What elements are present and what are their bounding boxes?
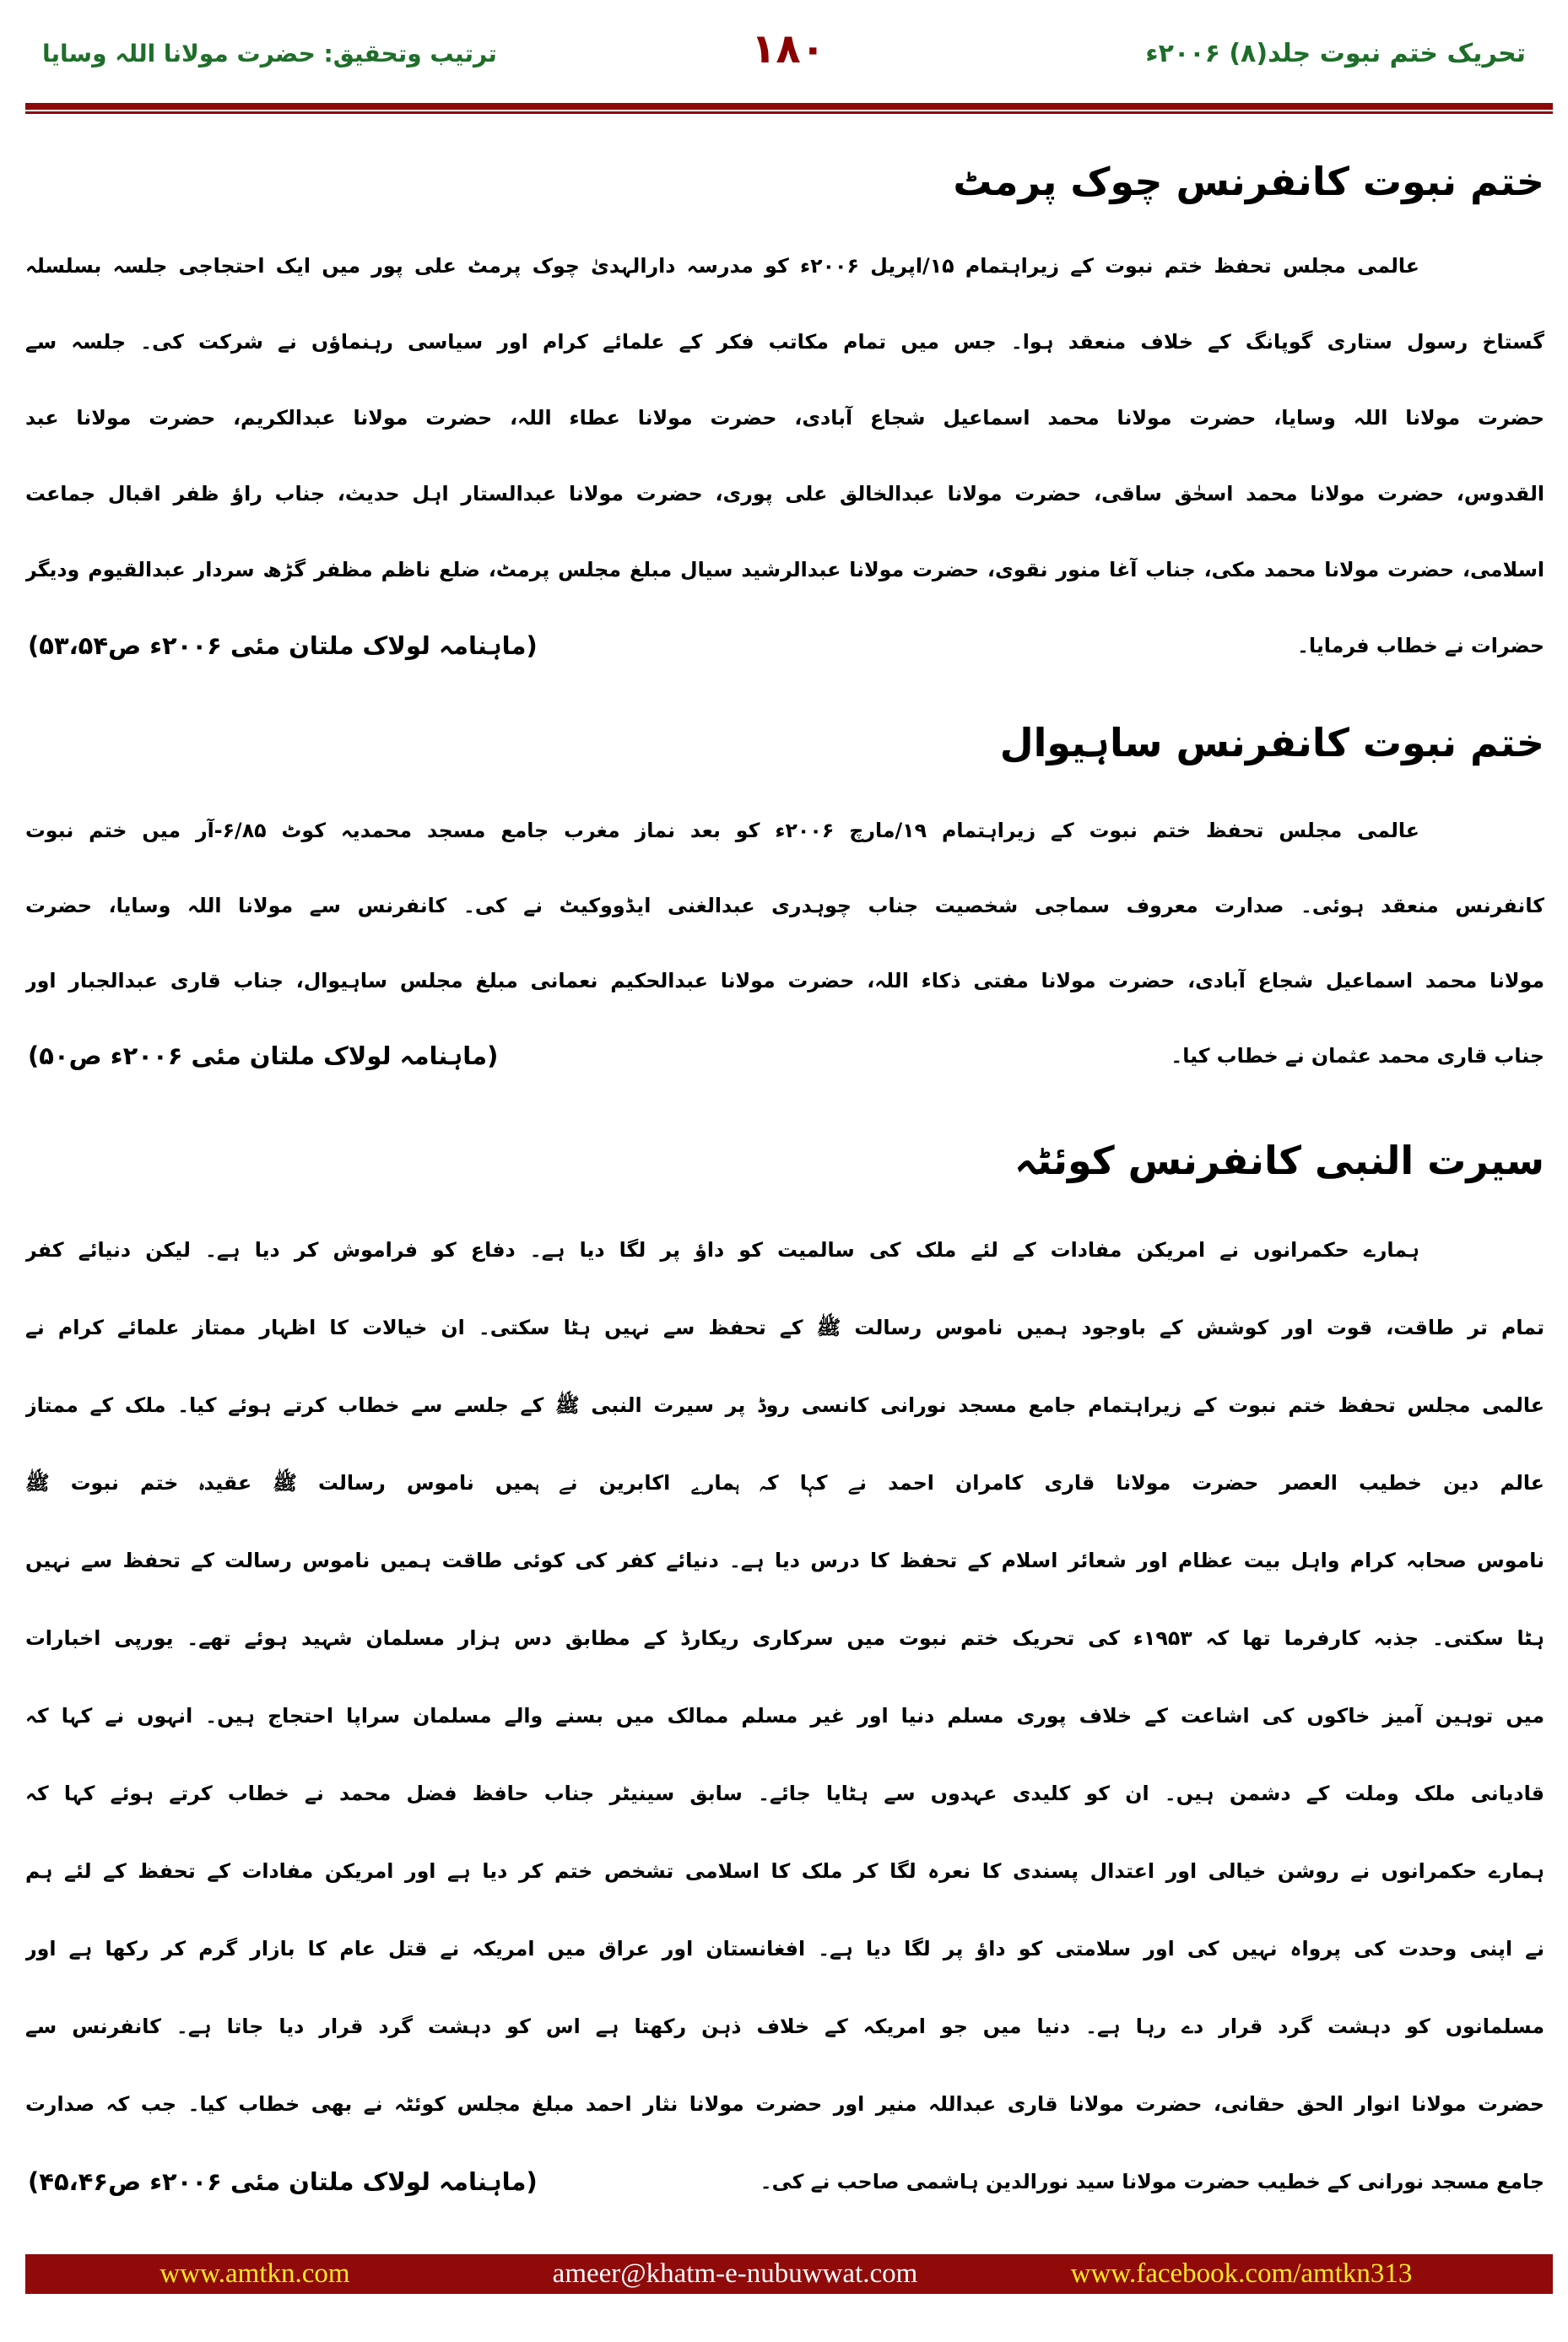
source-citation: (ماہنامہ لولاک ملتان مئی ۲۰۰۶ء ص۵۰) [28, 1041, 499, 1070]
paragraph-line: ہمارے حکمرانوں نے روشن خیالی اور اعتدال پسندی کا نعرہ لگا کر ملک کا اسلامی تشخص ختم کر دیا ہے اور امریکن مفادات کے تحفظ کے لئے ہم [25, 1859, 1544, 1883]
paragraph-line: عالمی مجلس تحفظ ختم نبوت کے زیراہتمام ۱۹/مارچ ۲۰۰۶ء کو بعد نماز مغرب جامع مسجد محمدیہ کوٹ ۶/۸۵-آر میں ختم نبوت [25, 819, 1419, 842]
header-rule-thin [25, 111, 1553, 114]
paragraph-line: ہٹا سکتی۔ جذبہ کارفرما تھا کہ ۱۹۵۳ء کی تحریک ختم نبوت میں سرکاری ریکارڈ کے مطابق دس ہزار مسلمان شہید ہوئے تھے۔ یورپی اخبارات [25, 1626, 1544, 1650]
paragraph-line: مسلمانوں کو دہشت گرد قرار دے رہا ہے۔ دنیا میں جو امریکہ کے خلاف ذہن رکھتا ہے اس کو دہشت گرد قرار دیا جاتا ہے۔ کانفرنس سے [25, 2015, 1544, 2038]
article-title: سیرت النبی کانفرنس کوئٹہ [1014, 1138, 1544, 1183]
paragraph-line: تمام تر طاقت، قوت اور کوشش کے باوجود ہمیں ناموس رسالت ﷺ کے تحفظ سے نہیں ہٹا سکتی۔ ان خیالات کا اظہار ممتاز علمائے کرام نے [25, 1316, 1544, 1339]
paragraph-line: مولانا محمد اسماعیل شجاع آبادی، حضرت مولانا مفتی ذکاء اللہ، حضرت مولانا عبدالحکیم نعمانی مبلغ مجلس ساہیوال، جناب قاری عبدالجبار اور [25, 969, 1544, 993]
paragraph-line: ہمارے حکمرانوں نے امریکن مفادات کے لئے ملک کی سالمیت کو داؤ پر لگا دیا ہے۔ دفاع کو فراموش کر دیا ہے۔ لیکن دنیائے کفر [25, 1238, 1419, 1262]
article-title: ختم نبوت کانفرنس چوک پرمٹ [953, 159, 1544, 204]
compiler-credit: ترتیب وتحقیق: حضرت مولانا اللہ وسایا [42, 40, 497, 68]
paragraph-line: نے اپنی وحدت کی پرواہ نہیں کی اور سلامتی کو داؤ پر لگا دیا ہے۔ افغانستان اور عراق میں امریکہ نے قتل عام کا بازار گرم کر رکھا ہے اور [25, 1937, 1544, 1961]
paragraph-line: میں توہین آمیز خاکوں کی اشاعت کے خلاف پوری مسلم دنیا اور غیر مسلم ممالک میں بسنے والے مسلمان سراپا احتجاج ہیں۔ انہوں نے کہا کہ [25, 1704, 1544, 1728]
paragraph-line: عالم دین خطیب العصر حضرت مولانا قاری کامران احمد نے کہا کہ ہمارے اکابرین نے ہمیں ناموس رسالت ﷺ عقیدہ ختم نبوت ﷺ [25, 1471, 1544, 1495]
article-section-sahiwal [25, 705, 1544, 1094]
paragraph-last-row [25, 1019, 1544, 1094]
paragraph-line: کانفرنس منعقد ہوئی۔ صدارت معروف سماجی شخصیت جناب چوہدری عبدالغنی ایڈووکیٹ نے کی۔ کانفرنس سے مولانا اللہ وسایا، حضرت [25, 894, 1544, 917]
article-section-quetta [25, 1122, 1544, 2220]
paragraph-line: عالمی مجلس تحفظ ختم نبوت کے زیراہتمام جامع مسجد نورانی کانسی روڈ پر سیرت النبی ﷺ کے جلسے سے خطاب کرتے ہوئے کیا۔ ملک کے ممتاز [25, 1393, 1544, 1417]
footer-band [25, 2254, 1553, 2294]
website-link[interactable]: www.amtkn.com [160, 2258, 350, 2289]
paragraph-line: حضرت مولانا اللہ وسایا، حضرت مولانا محمد اسماعیل شجاع آبادی، حضرت مولانا عطاء اللہ، حضرت مولانا عبدالکریم، حضرت مولانا عبد [25, 406, 1544, 430]
paragraph-line: قادیانی ملک وملت کے دشمن ہیں۔ ان کو کلیدی عہدوں سے ہٹایا جائے۔ سابق سینیٹر جناب حافظ فضل محمد نے خطاب کرتے ہوئے کہا کہ [25, 1782, 1544, 1805]
header-rule-thick [25, 103, 1553, 110]
article-section-chowk-permit [25, 143, 1544, 684]
email-link[interactable]: ameer@khatm-e-nubuwwat.com [552, 2258, 918, 2289]
paragraph-last-line: جامع مسجد نورانی کے خطیب حضرت مولانا سید نورالدین ہاشمی صاحب نے کی۔ [760, 2170, 1544, 2193]
page-number: ۱۸۰ [751, 25, 825, 73]
source-citation: (ماہنامہ لولاک ملتان مئی ۲۰۰۶ء ص۵۳،۵۴) [28, 631, 538, 660]
source-citation: (ماہنامہ لولاک ملتان مئی ۲۰۰۶ء ص۴۵،۴۶) [28, 2167, 538, 2196]
paragraph-line: عالمی مجلس تحفظ ختم نبوت کے زیراہتمام ۱۵/اپریل ۲۰۰۶ء کو مدرسہ دارالہدیٰ چوک پرمٹ علی پور میں ایک احتجاجی جلسہ بسلسلہ [25, 254, 1419, 278]
book-title: تحریک ختم نبوت جلد(۸) ۲۰۰۶ء [1145, 39, 1526, 68]
paragraph-last-line: جناب قاری محمد عثمان نے خطاب کیا۔ [1171, 1044, 1544, 1068]
article-title: ختم نبوت کانفرنس ساہیوال [999, 720, 1544, 765]
paragraph-line: گستاخ رسول ستاری گوپانگ کے خلاف منعقد ہوا۔ جس میں تمام مکاتب فکر کے علمائے کرام اور سیاسی رہنماؤں نے شرکت کی۔ جلسہ سے [25, 330, 1544, 354]
paragraph-last-row [25, 2143, 1544, 2220]
paragraph-line: ناموس صحابہ کرام واہل بیت عظام اور شعائر اسلام کے تحفظ کا درس دیا ہے۔ دنیائے کفر کی کوئی طاقت ہمیں ناموس رسالت کے تحفظ سے نہیں [25, 1549, 1544, 1572]
facebook-link[interactable]: www.facebook.com/amtkn313 [1070, 2258, 1413, 2289]
paragraph-line: القدوس، حضرت مولانا محمد اسحٰق ساقی، حضرت مولانا عبدالخالق علی پوری، حضرت مولانا عبدالستار اہل حدیث، جناب راؤ ظفر اقبال جماعت [25, 482, 1544, 506]
paragraph-line: حضرت مولانا انوار الحق حقانی، حضرت مولانا قاری عبداللہ منیر اور حضرت مولانا نثار احمد مبلغ مجلس کوئٹہ نے بھی خطاب کیا۔ جب کہ صدارت [25, 2092, 1544, 2116]
paragraph-last-line: حضرات نے خطاب فرمایا۔ [1297, 634, 1544, 657]
paragraph-last-row [25, 608, 1544, 684]
paragraph-line: اسلامی، حضرت مولانا محمد مکی، جناب آغا منور نقوی، حضرت مولانا عبدالرشید سیال مبلغ مجلس پرمٹ، ضلع ناظم مظفر گڑھ سردار عبدالقیوم ودیگر [25, 558, 1544, 581]
